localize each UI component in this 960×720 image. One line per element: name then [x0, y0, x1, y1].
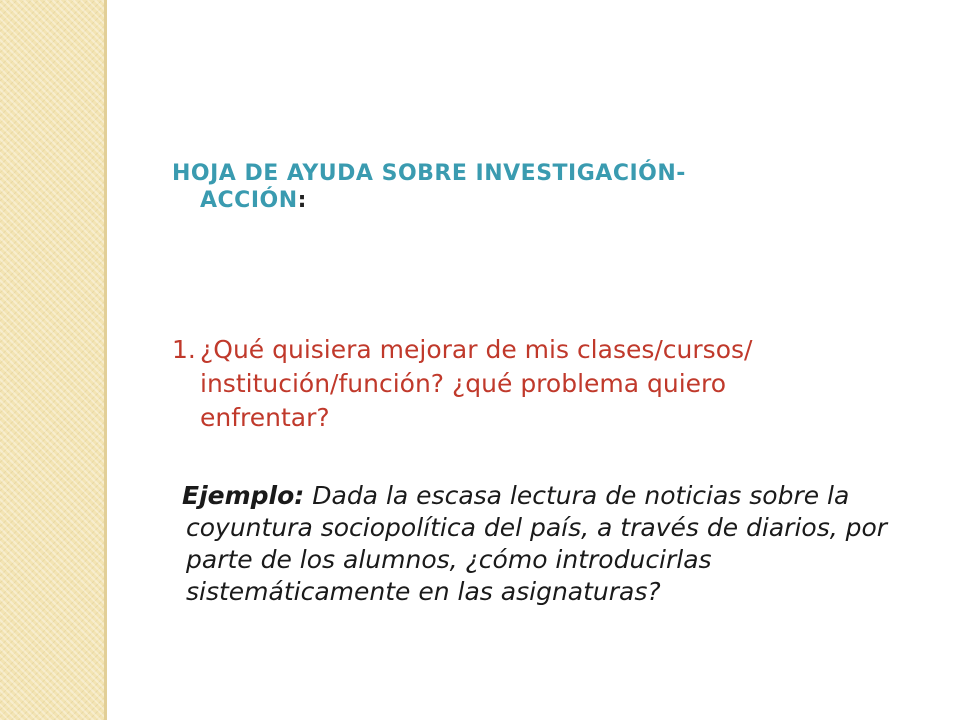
question-number: 1. — [172, 335, 196, 364]
question-line-2: institución/función? ¿qué problema quiero — [200, 369, 727, 398]
example-line-1: Dada la escasa lectura de noticias sobre la — [304, 481, 850, 510]
side-band-divider — [104, 0, 107, 720]
slide-title — [172, 160, 812, 214]
example-line-4: sistemáticamente en las asignaturas? — [186, 577, 661, 606]
example-label: Ejemplo: — [182, 481, 305, 510]
example-paragraph — [182, 480, 902, 608]
question-item — [172, 333, 872, 435]
slide-title-line-2-text: ACCIÓN — [200, 188, 298, 213]
question-line-1-wrap — [172, 333, 872, 367]
slide-title-line-1: HOJA DE AYUDA SOBRE INVESTIGACIÓN- — [172, 161, 686, 186]
slide-title-colon: : — [297, 188, 307, 213]
example-line-2: coyuntura sociopolítica del país, a través de diarios, por — [186, 513, 888, 542]
decorative-side-band — [0, 0, 104, 720]
example-line-1-wrap — [182, 481, 849, 510]
slide-title-line-2 — [172, 187, 812, 214]
question-line-1: ¿Qué quisiera mejorar de mis clases/cursos/ — [200, 335, 753, 364]
example-line-3: parte de los alumnos, ¿cómo introducirlas — [186, 545, 712, 574]
question-line-3: enfrentar? — [200, 403, 330, 432]
